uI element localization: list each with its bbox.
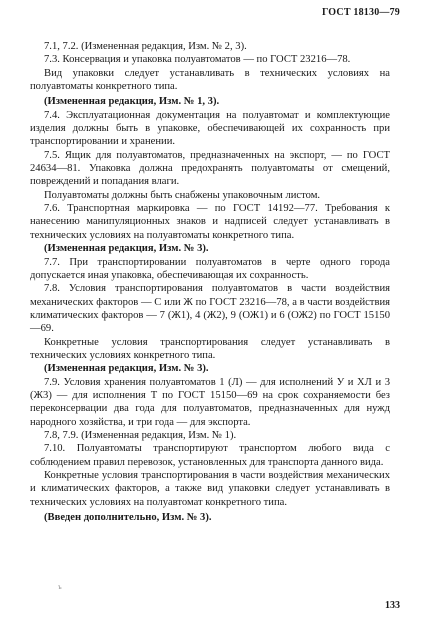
paragraph-7-5: 7.5. Ящик для полуавтоматов, предназначенных на экспорт, — по ГОСТ 24634—81. Упаковка должна предохранять полуавтоматы от смещений, повреждений и попадания влаги.	[30, 149, 390, 188]
paragraph-7-3: 7.3. Консервация и упаковка полуавтоматов — по ГОСТ 23216—78.	[44, 54, 351, 66]
paragraph-7-6: 7.6. Транспортная маркировка — по ГОСТ 14192—77. Требования к нанесению манипуляционных знаков и надписей следует устанавливать в технических условиях на полуавтоматы конкретного типа.	[30, 203, 390, 241]
paragraph-amendment-3-a: (Измененная редакция, Изм. № 3).	[44, 243, 209, 255]
paragraph-amendment-3-b: (Измененная редакция, Изм. № 3).	[44, 363, 209, 375]
paragraph-added-amendment-3: (Введен дополнительно, Изм. № 3).	[44, 512, 212, 524]
paragraph-amendment-7-1-7-2: 7.1, 7.2. (Измененная редакция, Изм. № 2, 3).	[44, 41, 247, 52]
paragraph-amendment-7-8-7-9: 7.8, 7.9. (Измененная редакция, Изм. № 1).	[44, 429, 237, 441]
paragraph-7-8: 7.8. Условия транспортирования полуавтоматов в части воздействия механических факторов — С или Ж по ГОСТ 23216—78, а в части воздействия климатических факторов — 7 (Ж1), 4 (Ж2), 9 (ОЖ1) и 6 (ОЖ2) по ГОСТ 15150—69.	[30, 283, 390, 335]
paragraph-7-4: 7.4. Эксплуатационная документация на полуавтомат и комплектующие изделия должны быть в упаковке, обеспечивающей их сохранность при транспортировании и хранении.	[30, 109, 390, 148]
paragraph-packing-list: Полуавтоматы должны быть снабжены упаковочным листом.	[44, 189, 321, 201]
standard-number: ГОСТ 18130—79	[321, 7, 400, 18]
paragraph-transport-packaging: Конкретные условия транспортирования в части воздействия механических и климатических факторов, а также вид упаковки следует устанавливать в технических условиях на полуавтомат конкретного типа.	[30, 470, 390, 508]
paragraph-7-10: 7.10. Полуавтоматы транспортируют транспортом любого вида с соблюдением правил перевозок, установленных для транспорта данного вида.	[30, 443, 390, 468]
scan-mark: ъ	[58, 583, 62, 591]
document-body	[30, 40, 390, 524]
paragraph-transport-conditions: Конкретные условия транспортирования следует устанавливать в технических условиях конкретного типа.	[30, 336, 390, 361]
paragraph-7-9: 7.9. Условия хранения полуавтоматов 1 (Л) — для исполнений У и ХЛ и 3 (Ж3) — для исполнения Т по ГОСТ 15150—69 на срок сохраняемости без переконсервации два года для полуавтоматов, предназначенных для нужд народного хозяйства, и три года — для экспорта.	[30, 376, 390, 428]
paragraph-packaging-type: Вид упаковки следует устанавливать в технических условиях на полуавтоматы конкретного типа.	[30, 67, 390, 93]
page-number: 133	[385, 600, 400, 611]
paragraph-7-7: 7.7. При транспортировании полуавтоматов в черте одного города допускается иная упаковка, обеспечивающая их сохранность.	[30, 256, 390, 281]
paragraph-amendment-1-3: (Измененная редакция, Изм. № 1, 3).	[44, 96, 220, 108]
